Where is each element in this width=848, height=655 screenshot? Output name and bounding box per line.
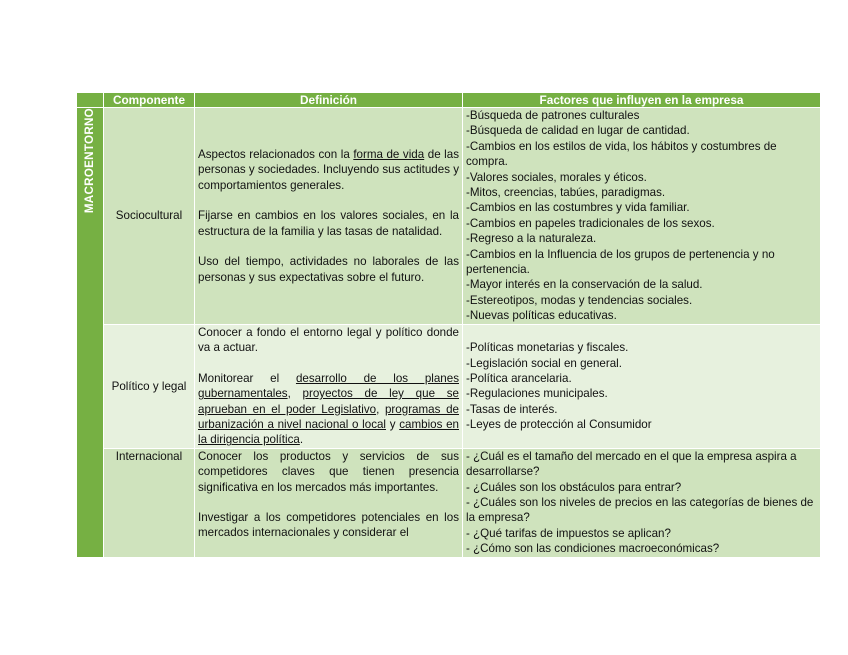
factor-item: -Leyes de protección al Consumidor — [466, 418, 652, 432]
link-programas-urbanizacion[interactable]: programas de urbanización a nivel nacional o local — [198, 402, 459, 432]
factor-item: -Regreso a la naturaleza. — [466, 232, 597, 246]
factores-internacional — [463, 448, 821, 557]
side-label-cell — [77, 108, 104, 558]
factor-item: -Búsqueda de patrones culturales — [466, 109, 640, 122]
factores-politico-legal — [463, 325, 821, 449]
factor-item: -Cambios en la Influencia de los grupos de pertenencia y no pertenencia. — [466, 247, 775, 277]
componente-sociocultural: Sociocultural — [104, 108, 195, 325]
factor-item: -Cambios en las costumbres y vida familiar. — [466, 201, 690, 215]
factor-item: - ¿Qué tarifas de impuestos se aplican? — [466, 526, 671, 540]
link-proyectos-de-ley[interactable]: proyectos de ley que se aprueban en el poder Legislativo — [198, 387, 459, 416]
definicion-internacional — [195, 448, 463, 557]
factor-item: -Mitos, creencias, tabúes, paradigmas. — [466, 186, 666, 200]
side-label: MACROENTORNO — [83, 108, 97, 214]
factor-item: -Legislación social en general. — [466, 356, 622, 370]
header-componente: Componente — [104, 93, 195, 108]
link-dirigencia-politica[interactable]: cambios en la dirigencia política — [198, 418, 459, 447]
definicion-paragraph: Conocer a fondo el entorno legal y político donde va a actuar. — [198, 326, 459, 355]
componente-internacional: Internacional — [104, 448, 195, 557]
link-planes-gubernamentales[interactable]: desarrollo de los planes gubernamentales — [198, 371, 459, 401]
factor-item: -Cambios en papeles tradicionales de los sexos. — [466, 216, 715, 230]
header-corner — [77, 93, 104, 108]
componente-politico-legal: Político y legal — [104, 325, 195, 449]
macroentorno-table — [76, 92, 821, 558]
factor-item: -Regulaciones municipales. — [466, 387, 608, 401]
factor-item: -Estereotipos, modas y tendencias sociales. — [466, 293, 693, 307]
link-forma-de-vida[interactable]: forma de vida — [353, 148, 425, 162]
definicion-paragraph: Monitorear el desarrollo de los planes gubernamentales, proyectos de ley que se aprueban en el poder Legislativo, programas de urbanización a nivel nacional o local y cambios en la dirigencia política. — [198, 371, 459, 447]
factor-item: -Cambios en los estilos de vida, los hábitos y costumbres de compra. — [466, 139, 777, 169]
definicion-paragraph: Investigar a los competidores potenciales en los mercados internacionales y considerar el — [198, 511, 459, 540]
definicion-sociocultural — [195, 108, 463, 325]
factor-item: - ¿Cómo son las condiciones macroeconómicas? — [466, 542, 720, 556]
factor-item: -Políticas monetarias y fiscales. — [466, 341, 629, 355]
definicion-paragraph: Uso del tiempo, actividades no laborales de las personas y sus expectativas sobre el futuro. — [198, 255, 459, 284]
table-row-politico-legal — [77, 325, 821, 449]
header-row — [77, 93, 821, 108]
definicion-paragraph: Fijarse en cambios en los valores sociales, en la estructura de la familia y las tasas de natalidad. — [198, 209, 459, 238]
factor-item: -Búsqueda de calidad en lugar de cantidad. — [466, 124, 690, 138]
factor-item: - ¿Cuáles son los niveles de precios en las categorías de bienes de la empresa? — [466, 496, 814, 525]
definicion-paragraph: Aspectos relacionados con la forma de vida de las personas y sociedades. Incluyendo sus actitudes y comportamientos generales. — [198, 148, 460, 192]
header-factores: Factores que influyen en la empresa — [463, 93, 821, 108]
factor-item: - ¿Cuál es el tamaño del mercado en el que la empresa aspira a desarrollarse? — [466, 449, 797, 479]
factor-item: -Tasas de interés. — [466, 402, 558, 416]
factor-item: -Política arancelaria. — [466, 372, 572, 386]
factor-item: -Nuevas políticas educativas. — [466, 309, 617, 323]
table-row-internacional — [77, 448, 821, 557]
table-row-sociocultural — [77, 108, 821, 325]
definicion-politico-legal — [195, 325, 463, 449]
factor-item: -Mayor interés en la conservación de la salud. — [466, 278, 703, 292]
factores-sociocultural — [463, 108, 821, 325]
factor-item: -Valores sociales, morales y éticos. — [466, 170, 647, 184]
definicion-paragraph: Conocer los productos y servicios de sus competidores claves que tienen presencia significativa en los mercados más importantes. — [198, 449, 459, 494]
factor-item: - ¿Cuáles son los obstáculos para entrar? — [466, 480, 682, 494]
header-definicion: Definición — [195, 93, 463, 108]
